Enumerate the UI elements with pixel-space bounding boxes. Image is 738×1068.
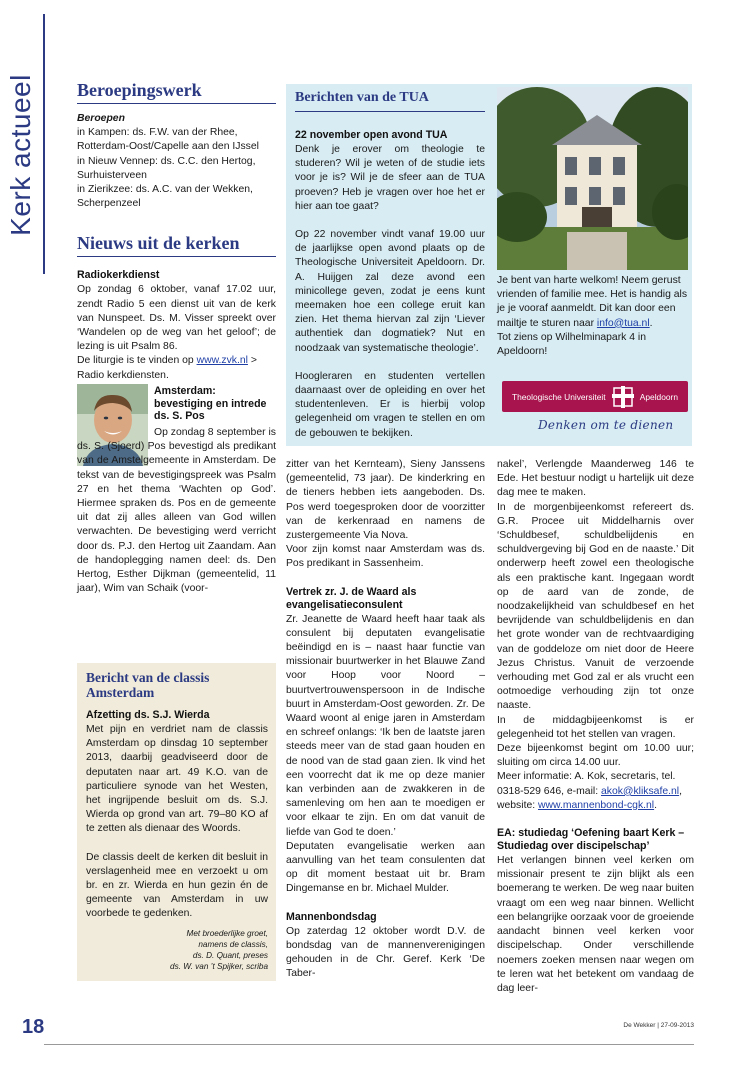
amsterdam-text: Op zondag 8 september is ds. S. (Sjoerd) Pos bevestigd als predikant van de Amstelgemeente in Amsterdam. De tekst van de bevestigingspreek was Psalm 27 en het thema ‘Wachten op God’. Hiermee spraken ds. Pos en de gemeente uit dat zij alles alleen van God willen verwachten. De bevestiging werd verricht door ds. P.J. den Hertog uit Zaandam. Aan de handoplegging namen deel: ds. Den Hertog, Esther Dijkman (gemeentelid, 11 jaar), Wim van Schaik (voor-: [77, 427, 276, 595]
tua-logo: [502, 381, 688, 412]
right-p5: Meer informatie: A. Kok, secretaris, tel. 0318-529 646, e-mail: akok@kliksafe.nl, website: www.mannenbond-cgk.nl.: [497, 771, 682, 811]
amsterdam-heading: Amsterdam: bevestiging en intrede ds. S. Pos: [154, 385, 267, 422]
radio-liturgy: De liturgie is te vinden op www.zvk.nl > Radio kerkdiensten.: [77, 355, 257, 381]
radio-heading: Radiokerkdienst: [77, 269, 160, 282]
right-column: [497, 458, 694, 996]
left-column: [77, 80, 276, 383]
amsterdam-body-block: [77, 426, 276, 596]
side-rule: [43, 14, 45, 274]
tua-right-column: [497, 274, 688, 359]
footer-rule: [44, 1044, 694, 1045]
beroep-line-2: in Nieuw Vennep: ds. C.C. den Hertog, Surhuisterveen: [77, 155, 256, 181]
ea-heading: EA: studiedag ‘Oefening baart Kerk – Studiedag over discipelschap’: [497, 827, 685, 853]
nieuws-title: Nieuws uit de kerken: [77, 233, 276, 257]
tua-p2: Op 22 november vindt vanaf 19.00 uur de jaarlijkse open avond plaats op de Theologische Universiteit Apeldoorn. Dr. A. Huijgen zal deze avond een minicollege geven, zodat je eens kunt meemaken hoe een college eruit kan zien. Het thema hiervan zal zijn ‘Liever authentiek dan dogmatiek? Nut en noodzaak van systematische theologie’.: [295, 229, 485, 354]
right-p1: nakel’, Verlengde Maanderweg 146 te Ede. Het bestuur nodigt u hartelijk uit deze dag mee te maken.: [497, 459, 694, 499]
right-p2: In de morgenbijeenkomst refereert ds. G.R. Procee uit Middelharnis over ‘Schuldbesef, schuldbelijdenis en schuldvergeving bij God en de naaste.’ Dit onderwerp heeft zowel een theologische als een praktische kant. Ingegaan wordt op de aard van de zonde, de noodzakelijkheid van schuldbesef en het bevrijdende van schuldbelijdenis en dan het grote wonder van de rechtvaardiging van de goddeloze om niet door de Heere Jezus Christus. Vanuit de verzoende verhouding met God zal er als vrucht een ootmoedige verhouding zijn tot onze naaste.: [497, 501, 694, 712]
classis-p2: De classis deelt de kerken dit besluit in verslagenheid mee en verzoekt u om br. en zr. Wierda en hun gezin én de gemeente van Amsterdam in uw voorbede te gedenken.: [86, 851, 268, 920]
publication-footer: De Wekker | 27-09-2013: [623, 1022, 694, 1029]
middle-column: [286, 458, 485, 982]
waard-p1: Zr. Jeanette de Waard heeft haar taak als consulent bij deputaten evangelisatie beëindigd en is – naast haar functie van missionair buurtwerker in het Blauwe Zand voor Hoop voor Noord – buurtvertrouwenspersoon in de Indische buurt in Amsterdam-Oost geworden. Zr. De Waard woont al enige jaren in Amsterdam en schreef onlangs: ‘Ik ben de laatste jaren steeds meer van de stad gaan houden en de nood van de stad gaan zien. Ik vind het een voorrecht dat ik me op deze manier kan verbinden aan de zwakkeren in de samenleving om hen aan te moedigen er voor elkaar te zijn. En om dat vanuit de liefde van God te doen.’: [286, 613, 485, 838]
classis-content: [86, 670, 268, 972]
radio-text: Op zondag 6 oktober, vanaf 17.02 uur, zendt Radio 5 een dienst uit van de kerk van Nunspeet. Ds. M. Visser spreekt over ‘Wandelen op de weg van het geloof’; de lezing is uit Psalm 86.: [77, 284, 276, 353]
amsterdam-head-block: [154, 385, 276, 424]
tua-title: Berichten van de TUA: [295, 90, 429, 105]
page-number: 18: [22, 1016, 45, 1038]
tua-slogan: Denken om te dienen: [538, 418, 674, 432]
mannenbond-email-link[interactable]: akok@kliksafe.nl: [600, 785, 680, 797]
tua-right-text: Je bent van harte welkom! Neem gerust vrienden of familie mee. Het is handig als je je vooraf aanmeldt. Dit kan door een mailtje te sturen naar info@tua.nl.: [497, 275, 688, 329]
classis-heading: Afzetting ds. S.J. Wierda: [86, 709, 210, 721]
mannen-heading: Mannenbondsdag: [286, 910, 377, 923]
beroepingswerk-title: Beroepingswerk: [77, 80, 276, 104]
tua-p3: Hoogleraren en studenten vertellen daarnaast over de opleiding en over het studentenleven. Er is hierbij volop gelegenheid om vragen te stellen en om de gebouwen te bekijken.: [295, 370, 485, 439]
mannen-p1: Op zaterdag 12 oktober wordt D.V. de bondsdag van de mannenverenigingen gehouden in de Chr. Geref. Kerk ‘De Taber-: [286, 925, 485, 980]
tua-email-link[interactable]: info@tua.nl: [596, 317, 650, 329]
tua-p1: Denk je erover om theologie te studeren? Wil je weten of de studie iets voor je is? Wil je de sfeer aan de TUA proeven? Heb je vragen over hoe het er hier aan toe gaat?: [295, 144, 485, 212]
section-side-label: [4, 70, 38, 240]
zvk-link[interactable]: www.zvk.nl: [196, 355, 248, 367]
mid-p2: Voor zijn komst naar Amsterdam was ds. Pos predikant in Sassenheim.: [286, 544, 485, 570]
classis-title: Bericht van de classis Amsterdam: [86, 670, 210, 700]
mannenbond-website-link[interactable]: www.mannenbond-cgk.nl: [538, 799, 655, 811]
side-label-text: Kerk actueel: [5, 74, 37, 236]
beroepen-subtitle: Beroepen: [77, 113, 125, 124]
beroep-line-3: in Zierikzee: ds. A.C. van der Wekken, Scherpenzeel: [77, 184, 253, 210]
tua-left-column: [295, 129, 485, 441]
right-p3: In de middagbijeenkomst is er gelegenheid tot het stellen van vragen.: [497, 714, 694, 740]
tua-title-rule: [295, 111, 485, 112]
tua-logo-cross-icon: [612, 386, 634, 408]
university-building-photo: [497, 87, 688, 270]
tua-right-close: Tot ziens op Wilhelminapark 4 in Apeldoorn!: [497, 331, 646, 358]
beroep-line-1: in Kampen: ds. F.W. van der Rhee, Rotterdam-Oost/Capelle aan den IJssel: [77, 127, 259, 153]
waard-heading: Vertrek zr. J. de Waard als evangelisatieconsulent: [286, 585, 417, 611]
right-p4: Deze bijeenkomst begint om 10.00 uur; sluiting om circa 14.00 uur.: [497, 743, 694, 769]
tua-logo-right: Apeldoorn: [639, 391, 678, 402]
waard-p2: Deputaten evangelisatie werken aan aanvulling van het team consulenten dat op dit moment bestaat uit br. Bram Dingemanse en br. Michael Mulder.: [286, 840, 485, 895]
classis-p1: Met pijn en verdriet nam de classis Amsterdam op dinsdag 10 september 2013, daarbij geadviseerd door de deputaten naar art. 49 K.O. van de particuliere synode van het Westen, het ingrijpende besluit om ds. S.J. Wierda op grond van art. 79–80 KO af te zetten als dienaar des Woords.: [86, 724, 268, 835]
mid-p1: zitter van het Kernteam), Sieny Janssens (gemeentelid, 73 jaar). De kinderkring en de tieners hebben iets aangeboden. Ds. Pos werd toegesproken door de voorzitter van de kerkenraad en namens de zustergemeente Via Nova.: [286, 459, 485, 542]
tua-heading: 22 november open avond TUA: [295, 129, 448, 141]
tua-logo-left: Theologische Universiteit: [512, 391, 606, 402]
ea-p1: Het verlangen binnen veel kerken om missionair present te zijn blijkt als een boemerang te werken. De weg naar buiten vraagt om een weg naar binnen. Wellicht een belangrijke oorzaak voor de groeiende aandacht binnen veel kerken voor discipelschap. Onder verschillende noemers zoeken mensen naar wegen om te leren wat het betekent om vandaag de dag leer-: [497, 855, 694, 994]
classis-signature: Met broederlijke groet, namens de classis, ds. D. Quant, preses ds. W. van ’t Spijker, scriba: [170, 928, 268, 971]
